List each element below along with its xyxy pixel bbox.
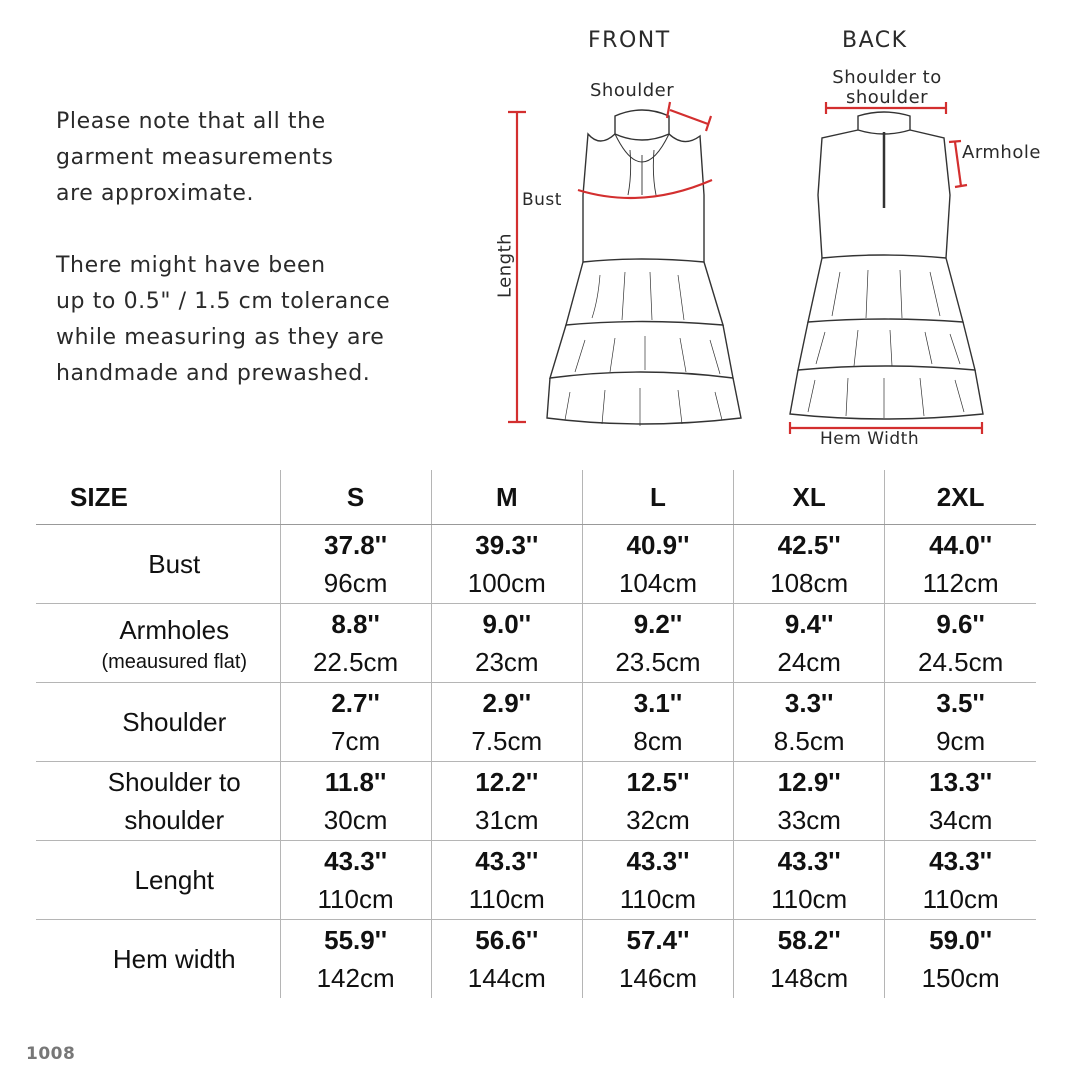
- note-line: up to 0.5" / 1.5 cm tolerance: [56, 289, 391, 314]
- length-label: Length: [494, 232, 516, 299]
- measurement-label: [36, 604, 280, 683]
- measurement-label: [36, 920, 280, 999]
- cm-value: 23.5cm: [615, 647, 701, 677]
- inch-value: 9.6'': [936, 609, 985, 639]
- cm-value: 148cm: [770, 963, 849, 993]
- size-value-cell: [582, 525, 733, 604]
- note-line: while measuring as they are: [56, 325, 385, 350]
- cm-value: 8.5cm: [773, 726, 845, 756]
- cm-value: 23cm: [474, 647, 539, 677]
- back-title: BACK: [842, 28, 908, 53]
- size-value-cell: [734, 604, 885, 683]
- size-value-cell: [885, 683, 1036, 762]
- inch-value: 11.8'': [324, 767, 387, 797]
- inch-value: 9.2'': [633, 609, 683, 639]
- measurement-name: Shoulder: [122, 707, 227, 737]
- inch-value: 42.5'': [777, 530, 841, 560]
- cm-value: 24cm: [777, 647, 841, 677]
- armhole-measure-line: [955, 142, 961, 186]
- inch-value: 12.2'': [475, 767, 539, 797]
- note-line: are approximate.: [56, 181, 255, 206]
- inch-value: 39.3'': [475, 530, 539, 560]
- inch-value: 8.8'': [331, 609, 380, 639]
- cm-value: 22.5cm: [312, 647, 399, 677]
- table-row: [36, 762, 1036, 841]
- size-column-header: 2XL: [885, 470, 1036, 525]
- inch-value: 58.2'': [777, 925, 841, 955]
- note-line: Please note that all the: [56, 109, 326, 134]
- size-column-header: M: [431, 470, 582, 525]
- inch-value: 43.3'': [324, 846, 388, 876]
- measurement-label: [36, 841, 280, 920]
- inch-value: 12.9'': [777, 767, 841, 797]
- cm-value: 110cm: [468, 884, 545, 914]
- size-rows: [36, 525, 1036, 999]
- header-row: [36, 470, 1036, 525]
- inch-value: 37.8'': [324, 530, 388, 560]
- cm-value: 108cm: [770, 568, 849, 598]
- inch-value: 59.0'': [929, 925, 993, 955]
- front-dress-drawing: [547, 110, 741, 426]
- table-row: [36, 604, 1036, 683]
- cm-value: 7.5cm: [471, 726, 543, 756]
- cm-value: 112cm: [922, 568, 999, 598]
- inch-value: 43.3'': [777, 846, 841, 876]
- back-dress-drawing: [790, 112, 983, 419]
- size-value-cell: [734, 762, 885, 841]
- cm-value: 32cm: [626, 805, 690, 835]
- size-value-cell: [431, 683, 582, 762]
- size-value-cell: [582, 683, 733, 762]
- table-row: [36, 920, 1036, 999]
- inch-value: 13.3'': [929, 767, 993, 797]
- bust-label: Bust: [522, 190, 562, 210]
- image-code: 1008: [26, 1044, 76, 1064]
- cm-value: 34cm: [928, 805, 993, 835]
- note-line: garment measurements: [56, 145, 334, 170]
- inch-value: 3.1'': [633, 688, 683, 718]
- cm-value: 150cm: [921, 963, 1000, 993]
- note-line: handmade and prewashed.: [56, 361, 371, 386]
- inch-value: 2.9'': [482, 688, 532, 718]
- size-value-cell: [885, 525, 1036, 604]
- size-column-header: S: [280, 470, 431, 525]
- hem-width-label: Hem Width: [820, 429, 920, 449]
- size-value-cell: [734, 525, 885, 604]
- shoulder-measure-line: [670, 110, 708, 124]
- shoulder-to-shoulder-label: [812, 68, 962, 108]
- size-column-header: XL: [734, 470, 885, 525]
- cm-value: 110cm: [771, 884, 848, 914]
- size-value-cell: [582, 920, 733, 999]
- cm-value: 104cm: [618, 568, 697, 598]
- inch-value: 44.0'': [929, 530, 993, 560]
- size-value-cell: [582, 604, 733, 683]
- size-value-cell: [582, 841, 733, 920]
- size-value-cell: [582, 762, 733, 841]
- inch-value: 56.6'': [475, 925, 539, 955]
- size-header: SIZE: [36, 470, 280, 525]
- size-value-cell: [431, 604, 582, 683]
- measurement-name: Bust: [148, 549, 201, 579]
- shoulder-label: Shoulder: [590, 80, 675, 101]
- cm-value: 33cm: [777, 805, 841, 835]
- cm-value: 142cm: [316, 963, 395, 993]
- inch-value: 43.3'': [929, 846, 993, 876]
- note-line: There might have been: [56, 253, 326, 278]
- inch-value: 43.3'': [626, 846, 690, 876]
- cm-value: 146cm: [618, 963, 697, 993]
- cm-value: 8cm: [633, 726, 683, 756]
- armhole-label: Armhole: [962, 142, 1041, 163]
- cm-value: 144cm: [467, 963, 546, 993]
- size-value-cell: [280, 683, 431, 762]
- bust-measure-line: [578, 180, 712, 198]
- measurement-label: [36, 525, 280, 604]
- inch-value: 3.5'': [936, 688, 985, 718]
- measurement-name: Hem width: [112, 944, 236, 974]
- cm-value: 110cm: [922, 884, 999, 914]
- size-value-cell: [734, 841, 885, 920]
- size-chart-table: [36, 470, 1036, 998]
- label-line: shoulder: [845, 87, 929, 108]
- size-value-cell: [280, 604, 431, 683]
- inch-value: 43.3'': [475, 846, 539, 876]
- inch-value: 3.3'': [784, 688, 834, 718]
- cm-value: 110cm: [317, 884, 394, 914]
- table-row: [36, 525, 1036, 604]
- measurement-name: Lenght: [134, 865, 215, 895]
- cm-value: 100cm: [467, 568, 546, 598]
- measurement-name: Shoulder to shoulder: [107, 767, 241, 835]
- inch-value: 12.5'': [626, 767, 690, 797]
- size-value-cell: [431, 920, 582, 999]
- cm-value: 30cm: [323, 805, 388, 835]
- size-value-cell: [280, 920, 431, 999]
- size-value-cell: [885, 604, 1036, 683]
- inch-value: 40.9'': [626, 530, 690, 560]
- cm-value: 7cm: [331, 726, 381, 756]
- measurement-note: (meausured flat): [101, 651, 248, 673]
- inch-value: 9.0'': [482, 609, 532, 639]
- size-value-cell: [885, 841, 1036, 920]
- size-value-cell: [280, 841, 431, 920]
- measure-lines: [508, 102, 982, 434]
- cm-value: 110cm: [619, 884, 697, 914]
- cm-value: 31cm: [474, 805, 539, 835]
- size-value-cell: [734, 920, 885, 999]
- inch-value: 55.9'': [324, 925, 388, 955]
- size-value-cell: [431, 762, 582, 841]
- size-value-cell: [280, 762, 431, 841]
- size-value-cell: [431, 841, 582, 920]
- cm-value: 9cm: [936, 726, 986, 756]
- label-line: Shoulder to: [832, 67, 942, 88]
- inch-value: 57.4'': [626, 925, 690, 955]
- size-value-cell: [280, 525, 431, 604]
- size-value-cell: [431, 525, 582, 604]
- size-value-cell: [734, 683, 885, 762]
- table-row: [36, 683, 1036, 762]
- measurement-name: Armholes: [119, 615, 230, 645]
- front-title: FRONT: [588, 28, 671, 53]
- cm-value: 24.5cm: [917, 647, 1004, 677]
- cm-value: 96cm: [323, 568, 388, 598]
- table-row: [36, 841, 1036, 920]
- size-value-cell: [885, 762, 1036, 841]
- measurement-label: [36, 683, 280, 762]
- measurement-label: [36, 762, 280, 841]
- inch-value: 9.4'': [784, 609, 834, 639]
- size-value-cell: [885, 920, 1036, 999]
- size-column-header: L: [582, 470, 733, 525]
- inch-value: 2.7'': [331, 688, 380, 718]
